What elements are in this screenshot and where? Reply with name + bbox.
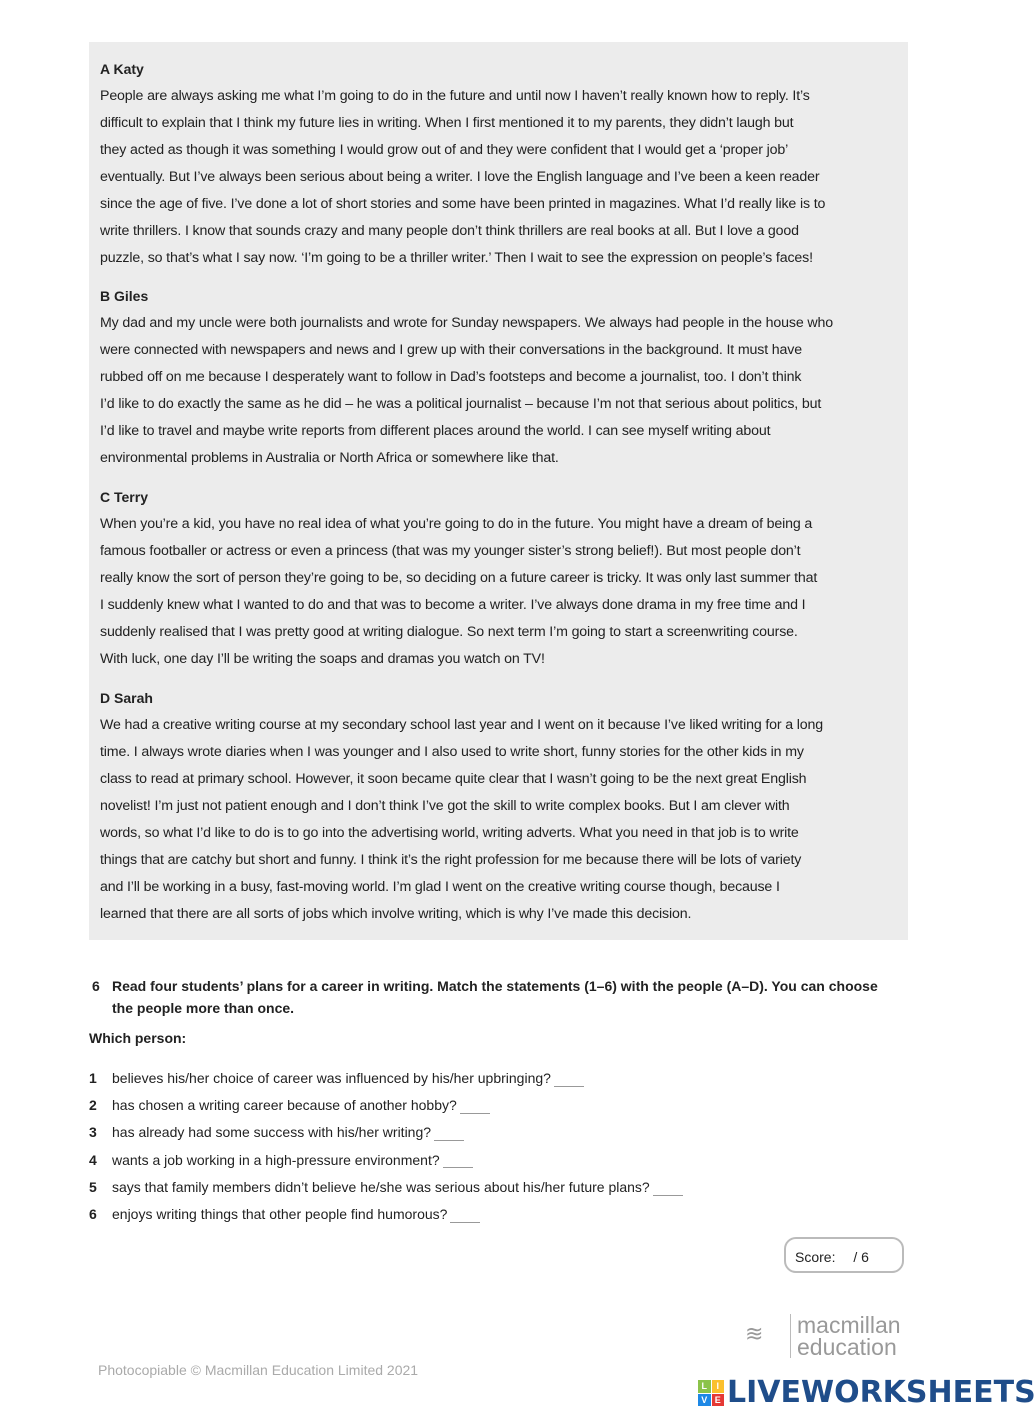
passage-line: I’d like to do exactly the same as he did – he was a political journalist – because I’m not that serious about politics, but <box>100 396 822 412</box>
passage-line: I’d like to travel and maybe write reports from different places around the world. I can see myself writing about <box>100 423 771 439</box>
answer-blank[interactable] <box>554 1072 584 1087</box>
passage-line: My dad and my uncle were both journalists and wrote for Sunday newspapers. We always had people in the house who <box>100 315 833 331</box>
passage-line: learned that there are all sorts of jobs which involve writing, which is why I’ve made this decision. <box>100 906 692 922</box>
question-item <box>89 1150 473 1170</box>
question-text: enjoys writing things that other people find humorous? <box>112 1206 448 1222</box>
passage-line: words, so what I’d like to do is to go into the advertising world, writing adverts. What you need in that job is to write <box>100 825 799 841</box>
question-item <box>89 1068 584 1088</box>
passage-line: suddenly realised that I was pretty good at writing dialogue. So next term I’m going to start a screenwriting course. <box>100 624 798 640</box>
macmillan-logo: macmillan education <box>790 1314 901 1358</box>
passage-line: rubbed off on me because I desperately want to follow in Dad’s footsteps and become a journalist, too. I don’t think <box>100 369 802 385</box>
passage-line: they acted as though it was something I would grow out of and they were confident that I would get a ‘proper job’ <box>100 142 789 158</box>
passage-line: were connected with newspapers and news and I grew up with their conversations in the background. It must have <box>100 342 802 358</box>
passage-line: With luck, one day I’ll be writing the soaps and dramas you watch on TV! <box>100 651 545 667</box>
question-item <box>89 1204 480 1224</box>
passage-line: famous footballer or actress or even a princess (that was my younger sister’s strong belief!). But most people don’t <box>100 543 801 559</box>
answer-blank[interactable] <box>434 1126 464 1141</box>
question-number: 4 <box>89 1151 97 1168</box>
which-person-label: Which person: <box>89 1030 187 1046</box>
passage-a <box>100 56 900 272</box>
answer-blank[interactable] <box>450 1208 480 1223</box>
question-item <box>89 1122 464 1142</box>
question-item <box>89 1177 683 1197</box>
question-text: has chosen a writing career because of another hobby? <box>112 1097 457 1114</box>
passage-line: things that are catchy but short and funny. I think it’s the right profession for me because there will be lots of variety <box>100 852 802 868</box>
question-number: 2 <box>89 1097 97 1114</box>
passage-line: novelist! I’m just not patient enough and I don’t think I’ve got the skill to write complex books. But I am clever with <box>100 798 790 814</box>
reading-passages <box>89 42 908 940</box>
passage-line: I suddenly knew what I wanted to do and that was to become a writer. I’ve always done drama in my free time and I <box>100 597 806 613</box>
score-label: Score: <box>795 1249 836 1265</box>
passage-heading: C Terry <box>100 489 148 505</box>
copyright-footer: Photocopiable © Macmillan Education Limited 2021 <box>98 1362 419 1378</box>
passage-line: time. I always wrote diaries when I was younger and I also used to write short, funny stories for the other kids in my <box>100 744 804 760</box>
liveworksheets-watermark: LIVEWORKSHEETS <box>727 1375 1036 1410</box>
score-total: / 6 <box>853 1249 869 1265</box>
passage-c <box>100 484 900 673</box>
passage-line: and I’ll be working in a busy, fast-moving world. I’m glad I went on the creative writing course though, because I <box>100 879 780 895</box>
question-text: says that family members didn’t believe he/she was serious about his/her future plans? <box>112 1178 650 1195</box>
question-number: 6 <box>89 1206 97 1222</box>
passage-heading: A Katy <box>100 61 144 77</box>
task-number: 6 <box>92 978 100 994</box>
passage-heading: D Sarah <box>100 690 153 706</box>
task-text: Read four students’ plans for a career in writing. Match the statements (1–6) with the people (A–D). You can choose the people more than once. <box>112 978 878 1016</box>
passage-line: class to read at primary school. However, it soon became quite clear that I wasn’t going to be the next great English <box>100 771 807 787</box>
passage-line: When you’re a kid, you have no real idea of what you’re going to do in the future. You might have a dream of being a <box>100 516 813 532</box>
score-box <box>784 1237 904 1273</box>
question-text: believes his/her choice of career was influenced by his/her upbringing? <box>112 1070 551 1086</box>
passage-line: difficult to explain that I think my future lies in writing. When I first mentioned it to my parents, they didn’t laugh but <box>100 115 794 131</box>
macmillan-logo-icon: ≋ <box>745 1321 764 1346</box>
question-number: 3 <box>89 1124 97 1141</box>
passage-line: puzzle, so that’s what I say now. ‘I’m going to be a thriller writer.’ Then I wait to see the expression on people’s faces! <box>100 250 813 266</box>
answer-blank[interactable] <box>443 1153 473 1168</box>
passage-line: We had a creative writing course at my secondary school last year and I went on it because I’ve liked writing for a long <box>100 717 824 733</box>
task-instruction <box>89 975 889 1019</box>
passage-line: since the age of five. I’ve done a lot of short stories and some have been printed in magazines. What I’d really like is to <box>100 196 826 212</box>
passage-line: eventually. But I’ve always been serious about being a writer. I love the English language and I’ve been a keen reader <box>100 169 820 185</box>
passage-line: really know the sort of person they’re going to be, so deciding on a future career is tricky. It was only last summer that <box>100 570 818 586</box>
passage-b <box>100 283 900 472</box>
passage-line: write thrillers. I know that sounds crazy and many people don’t think thrillers are real books at all. But I love a good <box>100 223 799 239</box>
answer-blank[interactable] <box>653 1181 683 1196</box>
question-text: has already had some success with his/her writing? <box>112 1124 432 1141</box>
question-item <box>89 1095 490 1115</box>
answer-blank[interactable] <box>460 1099 490 1114</box>
passage-heading: B Giles <box>100 288 149 304</box>
passage-line: environmental problems in Australia or North Africa or somewhere like that. <box>100 450 559 466</box>
question-number: 1 <box>89 1070 97 1086</box>
question-text: wants a job working in a high-pressure environment? <box>112 1151 440 1168</box>
liveworksheets-icon: L I V E <box>698 1380 724 1406</box>
passage-line: People are always asking me what I’m going to do in the future and until now I haven’t really known how to reply. It’s <box>100 88 810 104</box>
passage-d <box>100 685 900 928</box>
question-number: 5 <box>89 1178 97 1195</box>
